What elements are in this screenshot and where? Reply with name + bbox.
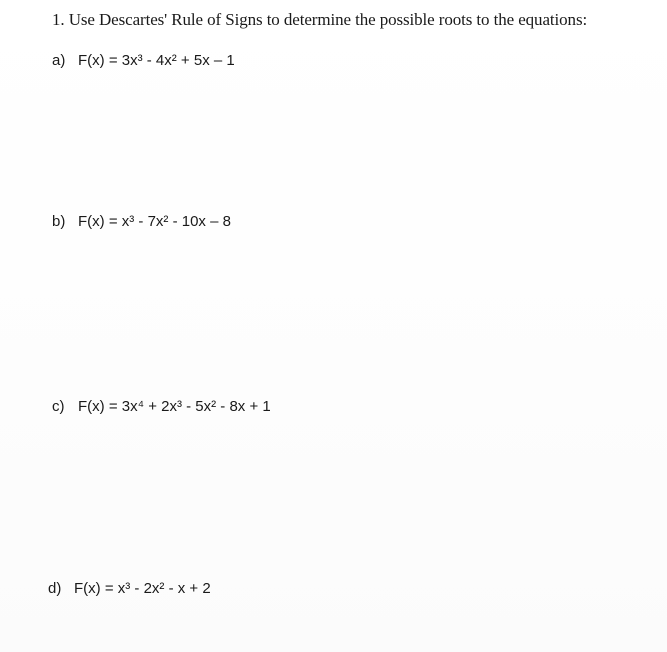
item-label: c) bbox=[52, 398, 65, 415]
equation-item-a bbox=[52, 52, 235, 69]
question-prompt: 1. Use Descartes' Rule of Signs to determine the possible roots to the equations: bbox=[52, 10, 588, 29]
equation-item-c bbox=[52, 398, 271, 415]
equation-text: F(x) = 3x³ - 4x² + 5x – 1 bbox=[78, 52, 235, 69]
equation-text: F(x) = 3x⁴ + 2x³ - 5x² - 8x + 1 bbox=[78, 398, 271, 415]
equation-text: F(x) = x³ - 7x² - 10x – 8 bbox=[78, 213, 231, 230]
equation-item-d bbox=[48, 580, 211, 597]
item-label: b) bbox=[52, 213, 66, 230]
item-label: d) bbox=[48, 580, 62, 597]
item-label: a) bbox=[52, 52, 66, 69]
equation-text: F(x) = x³ - 2x² - x + 2 bbox=[74, 580, 211, 597]
equation-item-b bbox=[52, 213, 231, 230]
